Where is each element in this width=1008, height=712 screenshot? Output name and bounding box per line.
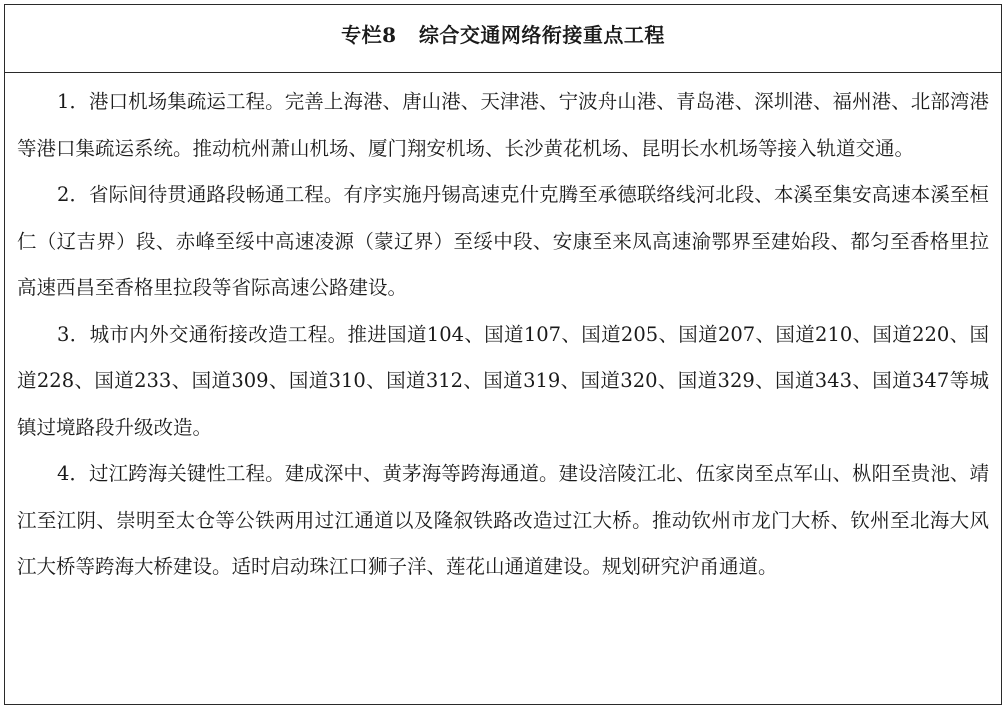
feature-box	[4, 4, 1002, 705]
paragraph-interprovincial-roads: 2．省际间待贯通路段畅通工程。有序实施丹锡高速克什克腾至承德联络线河北段、本溪至集安高速本溪至桓仁（辽吉界）段、赤峰至绥中高速凌源（蒙辽界）至绥中段、安康至来凤高速渝鄂界至建始段、都匀至香格里拉高速西昌至香格里拉段等省际高速公路建设。	[17, 183, 989, 299]
box-body	[17, 79, 989, 591]
box-title: 专栏8 综合交通网络衔接重点工程	[341, 23, 665, 47]
paragraph-river-sea-crossing: 4．过江跨海关键性工程。建成深中、黄茅海等跨海通道。建设涪陵江北、伍家岗至点军山、枞阳至贵池、靖江至江阴、崇明至太仓等公铁两用过江通道以及隆叙铁路改造过江大桥。推动钦州市龙门大桥、钦州至北海大风江大桥等跨海大桥建设。适时启动珠江口狮子洋、莲花山通道建设。规划研究沪甬通道。	[17, 462, 989, 578]
paragraph-urban-connection: 3．城市内外交通衔接改造工程。推进国道104、国道107、国道205、国道207、国道210、国道220、国道228、国道233、国道309、国道310、国道312、国道319、国道320、国道329、国道343、国道347等城镇过境路段升级改造。	[17, 322, 989, 439]
paragraph-port-airport: 1．港口机场集疏运工程。完善上海港、唐山港、天津港、宁波舟山港、青岛港、深圳港、福州港、北部湾港等港口集疏运系统。推动杭州萧山机场、厦门翔安机场、长沙黄花机场、昆明长水机场等接入轨道交通。	[17, 90, 989, 160]
box-title-row	[5, 5, 1001, 73]
